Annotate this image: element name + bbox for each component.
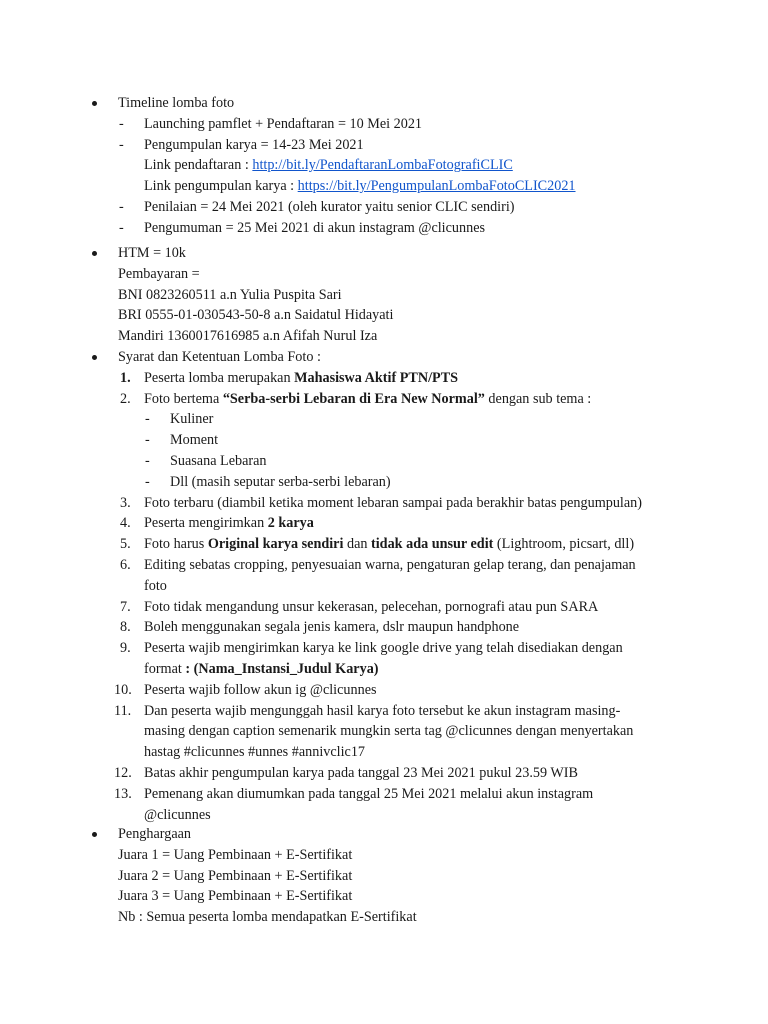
- penghargaan-section: [92, 824, 732, 928]
- bullet-icon: [92, 832, 97, 837]
- bank-mandiri: Mandiri 1360017616985 a.n Afifah Nurul Iza: [118, 328, 378, 345]
- rule-number: 10.: [114, 681, 132, 698]
- timeline-item: [92, 218, 732, 239]
- rule-item: [92, 638, 732, 659]
- dash-marker: -: [145, 473, 150, 490]
- rule-emphasis: 2 karya: [267, 515, 314, 532]
- rule-number: 7.: [120, 598, 131, 615]
- rule-number: 9.: [120, 640, 131, 657]
- dash-marker: -: [119, 219, 124, 236]
- rule-number: 5.: [120, 536, 131, 553]
- rule-number: 6.: [120, 556, 131, 573]
- bullet-icon: [92, 251, 97, 256]
- rule-text: Peserta wajib mengirimkan karya ke link google drive yang telah disediakan dengan: [144, 640, 623, 657]
- rule-emphasis: : (Nama_Instansi_Judul Karya): [185, 660, 379, 677]
- subtheme-text: Suasana Lebaran: [170, 452, 267, 469]
- rule-text: dengan sub tema :: [484, 390, 592, 407]
- rule-text: Foto terbaru (diambil ketika moment lebaran sampai pada berakhir batas pengumpulan): [144, 494, 642, 511]
- link-pendaftaran[interactable]: http://bit.ly/PendaftaranLombaFotografiCLIC: [252, 157, 513, 174]
- rule-item: [92, 534, 732, 555]
- syarat-section: [92, 347, 732, 825]
- rule-number: 1.: [120, 369, 131, 386]
- rule-number: 11.: [114, 702, 132, 719]
- rule-text: (Lightroom, picsart, dll): [493, 536, 635, 553]
- dash-marker: -: [145, 432, 150, 449]
- rule-text-continued: [92, 659, 732, 680]
- prize-juara-2: Juara 2 = Uang Pembinaan + E-Sertifikat: [118, 867, 353, 884]
- rule-number: 12.: [114, 764, 132, 781]
- subtheme-item: [92, 472, 732, 493]
- pembayaran-label: Pembayaran =: [118, 265, 200, 282]
- subtheme-item: [92, 430, 732, 451]
- rule-number: 8.: [120, 619, 131, 636]
- rule-text-continued: foto: [144, 577, 167, 594]
- rule-text: Peserta wajib follow akun ig @clicunnes: [144, 681, 377, 698]
- rule-text: Peserta lomba merupakan: [144, 369, 295, 386]
- subtheme-item: [92, 409, 732, 430]
- htm-heading: HTM = 10k: [118, 245, 186, 261]
- rule-text: Boleh menggunakan segala jenis kamera, dslr maupun handphone: [144, 619, 520, 636]
- bullet-icon: [92, 101, 97, 106]
- link-pendaftaran-label: Link pendaftaran :: [144, 157, 253, 174]
- dash-marker: -: [119, 198, 124, 215]
- dash-marker: -: [119, 136, 124, 153]
- prize-juara-3: Juara 3 = Uang Pembinaan + E-Sertifikat: [118, 888, 353, 905]
- rule-text: format: [144, 660, 186, 677]
- rule-text: Dan peserta wajib mengunggah hasil karya foto tersebut ke akun instagram masing-: [144, 702, 621, 719]
- rule-number: 3.: [120, 494, 131, 511]
- rule-text: Pemenang akan diumumkan pada tanggal 25 Mei 2021 melalui akun instagram: [144, 785, 594, 802]
- htm-heading-line: [92, 243, 732, 264]
- rule-item: [92, 555, 732, 576]
- rule-text: dan: [343, 536, 372, 553]
- timeline-heading-line: [92, 93, 732, 114]
- rule-number: 13.: [114, 785, 132, 802]
- syarat-heading: Syarat dan Ketentuan Lomba Foto :: [118, 349, 321, 365]
- timeline-item: [92, 114, 732, 135]
- bank-bri: BRI 0555-01-030543-50-8 a.n Saidatul Hidayati: [118, 307, 394, 324]
- rule-emphasis: “Serba-serbi Lebaran di Era New Normal”: [222, 390, 485, 407]
- syarat-heading-line: [92, 347, 732, 368]
- subtheme-text: Kuliner: [170, 411, 214, 428]
- rule-text-continued: hastag #clicunnes #unnes #annivclic17: [144, 744, 366, 761]
- rule-item: [92, 763, 732, 784]
- link-pendaftaran-line: [92, 155, 732, 176]
- subtheme-text: Dll (masih seputar serba-serbi lebaran): [170, 473, 391, 490]
- timeline-item: [92, 135, 732, 156]
- timeline-launching: Launching pamflet + Pendaftaran = 10 Mei 2021: [144, 115, 423, 132]
- prize-juara-1: Juara 1 = Uang Pembinaan + E-Sertifikat: [118, 846, 353, 863]
- timeline-item: [92, 197, 732, 218]
- rule-item: [92, 597, 732, 618]
- rule-item: [92, 617, 732, 638]
- prize-note: Nb : Semua peserta lomba mendapatkan E-Sertifikat: [118, 909, 417, 926]
- timeline-penilaian: Penilaian = 24 Mei 2021 (oleh kurator yaitu senior CLIC sendiri): [144, 198, 515, 215]
- timeline-section: [92, 93, 732, 239]
- dash-marker: -: [119, 115, 124, 132]
- htm-section: [92, 243, 732, 347]
- rule-item: [92, 784, 732, 805]
- rule-text: Foto tidak mengandung unsur kekerasan, pelecehan, pornografi atau pun SARA: [144, 598, 599, 615]
- rule-text-continued: @clicunnes: [144, 806, 211, 823]
- rule-text: Editing sebatas cropping, penyesuaian warna, pengaturan gelap terang, dan penajaman: [144, 556, 636, 573]
- rule-text: Batas akhir pengumpulan karya pada tanggal 23 Mei 2021 pukul 23.59 WIB: [144, 764, 578, 781]
- rule-emphasis: Mahasiswa Aktif PTN/PTS: [294, 369, 459, 386]
- timeline-heading: Timeline lomba foto: [118, 95, 235, 111]
- penghargaan-heading: Penghargaan: [118, 826, 192, 842]
- rule-item: [92, 680, 732, 701]
- bullet-icon: [92, 355, 97, 360]
- rule-item: [92, 493, 732, 514]
- rule-number: 2.: [120, 390, 131, 407]
- link-pengumpulan[interactable]: https://bit.ly/PengumpulanLombaFotoCLIC2021: [297, 178, 576, 195]
- subtheme-text: Moment: [170, 432, 219, 449]
- dash-marker: -: [145, 452, 150, 469]
- rule-text-continued: masing dengan caption semenarik mungkin serta tag @clicunnes dengan menyertakan: [144, 723, 634, 740]
- rule-text: Peserta mengirimkan: [144, 515, 268, 532]
- rule-number: 4.: [120, 515, 131, 532]
- timeline-pengumpulan: Pengumpulan karya = 14-23 Mei 2021: [144, 136, 364, 153]
- rule-text: Foto harus: [144, 536, 208, 553]
- rule-text: Foto bertema: [144, 390, 223, 407]
- rule-item: [92, 389, 732, 410]
- rule-item: [92, 701, 732, 722]
- bank-bni: BNI 0823260511 a.n Yulia Puspita Sari: [118, 286, 342, 303]
- rule-item: [92, 368, 732, 389]
- rule-emphasis: tidak ada unsur edit: [371, 536, 494, 553]
- link-pengumpulan-line: [92, 176, 732, 197]
- link-pengumpulan-label: Link pengumpulan karya :: [144, 178, 298, 195]
- rule-emphasis: Original karya sendiri: [207, 536, 344, 553]
- timeline-pengumuman: Pengumuman = 25 Mei 2021 di akun instagram @clicunnes: [144, 219, 486, 236]
- subtheme-item: [92, 451, 732, 472]
- rule-item: [92, 513, 732, 534]
- dash-marker: -: [145, 411, 150, 428]
- penghargaan-heading-line: [92, 824, 732, 845]
